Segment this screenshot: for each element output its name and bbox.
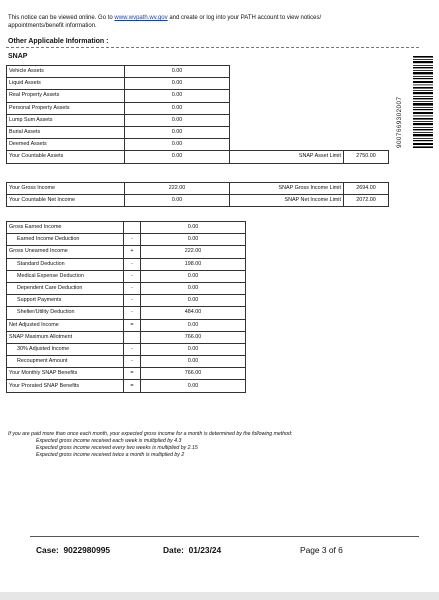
calc-value: 0.00 — [141, 270, 246, 282]
footer-divider — [30, 536, 419, 537]
asset-limit-value: 2750.00 — [344, 151, 389, 163]
asset-value: 0.00 — [125, 66, 230, 78]
calc-value: 198.00 — [141, 258, 246, 270]
assets-table — [6, 65, 389, 164]
note-intro: If you are paid more than once each month, your expected gross income for a month is determined by the following method: — [8, 431, 293, 437]
calc-operator: - — [124, 295, 141, 307]
calc-value: 0.00 — [141, 380, 246, 392]
note-line: Expected gross income received twice a month is multiplied by 2 — [36, 452, 185, 458]
income-limit-value: 2694.00 — [344, 183, 389, 195]
income-limit-label: SNAP Gross Income Limit — [230, 183, 344, 195]
calc-value: 0.00 — [141, 282, 246, 294]
calc-label: Earned Income Deduction — [7, 234, 124, 246]
calc-operator — [124, 222, 141, 234]
asset-label: Vehicle Assets — [7, 66, 125, 78]
table-row — [7, 307, 246, 319]
table-row — [7, 139, 389, 151]
asset-label: Personal Property Assets — [7, 102, 125, 114]
calc-value: 766.00 — [141, 331, 246, 343]
asset-value: 0.00 — [125, 102, 230, 114]
income-value: 0.00 — [125, 195, 230, 207]
income-value: 222.00 — [125, 183, 230, 195]
program-heading: SNAP — [8, 53, 28, 60]
table-row — [7, 234, 246, 246]
asset-value: 0.00 — [125, 151, 230, 163]
table-row — [7, 246, 246, 258]
online-notice — [8, 14, 368, 30]
income-frequency-note — [8, 431, 292, 459]
table-row — [7, 151, 389, 163]
case-number — [36, 545, 110, 555]
asset-label: Real Property Assets — [7, 90, 125, 102]
barcode-icon — [413, 56, 433, 148]
table-row — [7, 295, 246, 307]
calc-label: Gross Unearned Income — [7, 246, 124, 258]
notice-text-after: and create or log into your PATH account to view notices/ appointments/benefit information. — [8, 15, 322, 29]
calc-operator: - — [124, 307, 141, 319]
income-table — [6, 182, 389, 207]
table-row — [7, 222, 246, 234]
calc-value: 766.00 — [141, 368, 246, 380]
calc-label: Standard Deduction — [7, 258, 124, 270]
notice-text-before: This notice can be viewed online. Go to — [8, 15, 115, 21]
note-line: Expected gross income received each week is multiplied by 4.3 — [36, 438, 182, 444]
table-row — [7, 258, 246, 270]
calc-label: Support Payments — [7, 295, 124, 307]
table-row — [7, 343, 246, 355]
table-row — [7, 126, 389, 138]
table-row — [7, 319, 246, 331]
asset-label: Your Countable Assets — [7, 151, 125, 163]
table-row — [7, 380, 246, 392]
calc-value: 484.00 — [141, 307, 246, 319]
table-row — [7, 270, 246, 282]
table-row — [7, 368, 246, 380]
asset-label: Lump Sum Assets — [7, 114, 125, 126]
case-value: 9022980995 — [63, 545, 111, 555]
barcode-number: 9007669302007 — [396, 96, 403, 148]
calc-operator: + — [124, 246, 141, 258]
section-divider — [6, 47, 419, 48]
calc-value: 0.00 — [141, 343, 246, 355]
calc-operator: - — [124, 258, 141, 270]
page-edge — [0, 592, 439, 600]
asset-label: Liquid Assets — [7, 78, 125, 90]
calc-label: Recoupment Amount — [7, 356, 124, 368]
calc-operator: - — [124, 343, 141, 355]
asset-value: 0.00 — [125, 126, 230, 138]
note-line: Expected gross income received every two weeks is multiplied by 2.15 — [36, 445, 198, 451]
asset-value: 0.00 — [125, 90, 230, 102]
calc-value: 0.00 — [141, 234, 246, 246]
calc-label: 30% Adjusted Income — [7, 343, 124, 355]
calc-operator: - — [124, 234, 141, 246]
asset-label: Deemed Assets — [7, 139, 125, 151]
calc-operator: = — [124, 319, 141, 331]
asset-value: 0.00 — [125, 114, 230, 126]
asset-value: 0.00 — [125, 139, 230, 151]
section-title: Other Applicable Information : — [8, 38, 109, 45]
table-row — [7, 66, 389, 78]
table-row — [7, 183, 389, 195]
calc-label: Shelter/Utility Deduction — [7, 307, 124, 319]
calc-label: Dependent Care Deduction — [7, 282, 124, 294]
case-label: Case: — [36, 545, 59, 555]
calc-value: 0.00 — [141, 356, 246, 368]
wvpath-link[interactable]: www.wvpath.wv.gov — [114, 15, 168, 21]
date-value: 01/23/24 — [188, 545, 222, 555]
calc-operator: = — [124, 380, 141, 392]
calc-value: 0.00 — [141, 319, 246, 331]
table-row — [7, 114, 389, 126]
table-row — [7, 356, 246, 368]
income-limit-label: SNAP Net Income Limit — [230, 195, 344, 207]
calc-value: 222.00 — [141, 246, 246, 258]
date-label: Date: — [163, 545, 184, 555]
calc-label: Gross Earned Income — [7, 222, 124, 234]
income-limit-value: 2072.00 — [344, 195, 389, 207]
calc-operator: - — [124, 282, 141, 294]
asset-label: Burial Assets — [7, 126, 125, 138]
benefit-calculation-table — [6, 221, 246, 393]
table-row — [7, 102, 389, 114]
calc-operator — [124, 331, 141, 343]
table-row — [7, 195, 389, 207]
page-number: Page 3 of 6 — [300, 545, 343, 555]
calc-label: SNAP Maximum Allotment — [7, 331, 124, 343]
calc-label: Your Monthly SNAP Benefits — [7, 368, 124, 380]
calc-label: Your Prorated SNAP Benefits — [7, 380, 124, 392]
table-row — [7, 331, 246, 343]
calc-label: Medical Expense Deduction — [7, 270, 124, 282]
table-row — [7, 78, 389, 90]
asset-limit-label: SNAP Asset Limit — [230, 151, 344, 163]
table-row — [7, 282, 246, 294]
asset-value: 0.00 — [125, 78, 230, 90]
table-row — [7, 90, 389, 102]
calc-operator: - — [124, 356, 141, 368]
income-label: Your Gross Income — [7, 183, 125, 195]
calc-operator: - — [124, 270, 141, 282]
calc-value: 0.00 — [141, 222, 246, 234]
calc-operator: = — [124, 368, 141, 380]
notice-date — [163, 545, 221, 555]
calc-label: Net Adjusted Income — [7, 319, 124, 331]
income-label: Your Countable Net Income — [7, 195, 125, 207]
calc-value: 0.00 — [141, 295, 246, 307]
